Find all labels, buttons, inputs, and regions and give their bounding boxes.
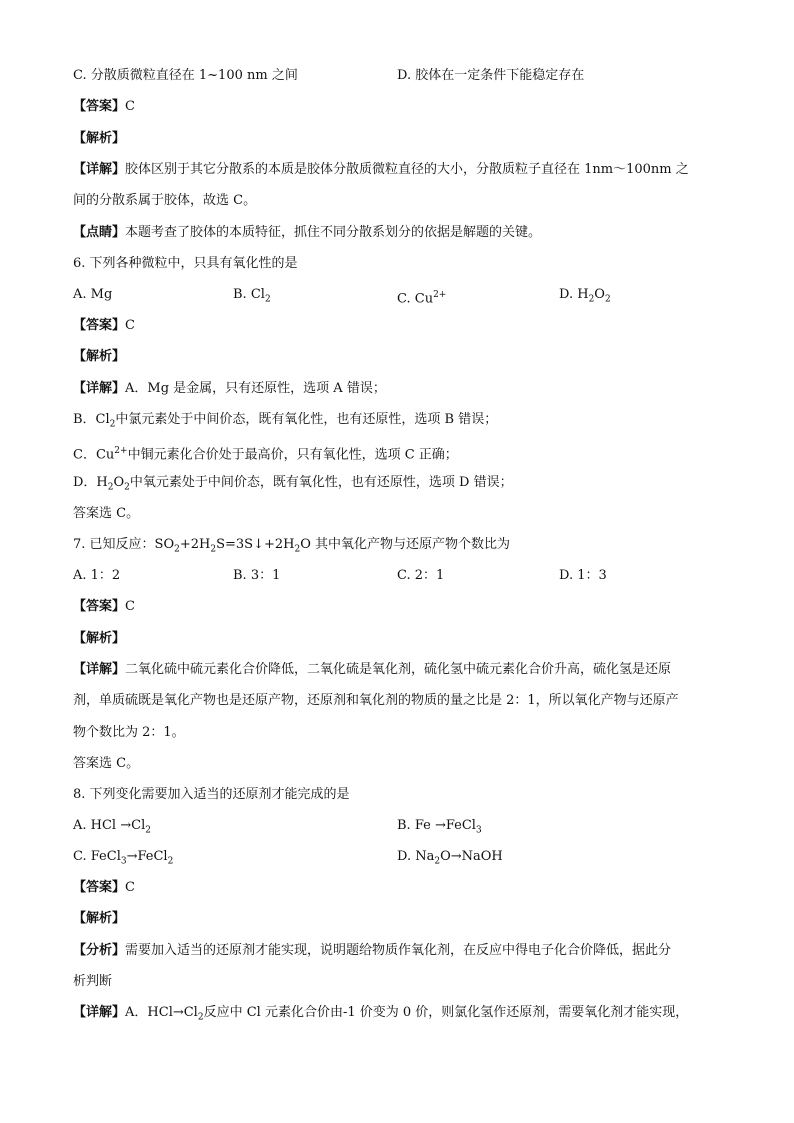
q6-conclusion: 答案选 C。 (73, 506, 140, 521)
q5-analysis-heading (73, 131, 723, 147)
q6-option-d: D. $H_2O_2$ (559, 287, 611, 305)
q6-option-b: B. $Cl_2$ (233, 287, 271, 305)
q6-detail-a (73, 381, 723, 397)
answer-value: C (125, 99, 135, 114)
q8-analyze-line-2: 析判断 (73, 974, 113, 989)
answer-value: C (125, 318, 135, 333)
detail-tag: 【详解】 (73, 1005, 126, 1020)
analysis-tag: 【解析】 (73, 631, 126, 646)
q8-detail-a: 【详解】A．$HCl\to Cl_2$反应中 Cl 元素化合价由-1 价变为 0 价，则氯化氢作还原剂，需要氧化剂才能实现， (73, 1005, 689, 1023)
q8-option-a: A. HCl $\to Cl_2$ (73, 818, 151, 836)
q7-option-a: A. 1：2 (73, 568, 121, 583)
q7-detail-line-2: 剂，单质硫既是氧化产物也是还原产物，还原剂和氧化剂的物质的量之比是 2：1，所以氧化产物与还原产 (73, 693, 679, 708)
comment-text: 本题考查了胶体的本质特征，抓住不同分散系划分的依据是解题的关键。 (125, 225, 542, 240)
q6-detail-c: C．$Cu^{2+}$中铜元素化合价处于最高价，只有氧化性，选项 C 正确； (73, 446, 458, 463)
q7-conclusion: 答案选 C。 (73, 756, 140, 771)
q5-detail-line-2: 间的分散系属于胶体，故选 C。 (73, 193, 257, 208)
analysis-tag: 【解析】 (73, 131, 126, 146)
q7-option-c: C. 2：1 (397, 568, 445, 583)
q6-answer (73, 318, 723, 334)
detail-text: A．Mg 是金属，只有还原性，选项 A 错误； (125, 381, 386, 396)
q8-answer (73, 880, 723, 896)
q5-answer (73, 99, 723, 115)
q7-detail-line-1 (73, 662, 723, 678)
q5-comment (73, 225, 723, 241)
q6-detail-b: B．$Cl_2$中氯元素处于中间价态，既有氧化性，也有还原性，选项 B 错误； (73, 412, 498, 430)
q7-analysis-heading (73, 631, 723, 647)
q6-option-c: C. $Cu^{2+}$ (397, 290, 447, 307)
analyze-tag: 【分析】 (73, 943, 126, 958)
analyze-text: 需要加入适当的还原剂才能实现，说明题给物质作氧化剂，在反应中得电子化合价降低，据此分 (125, 943, 672, 958)
q8-option-c: C. FeCl$_3$→FeCl$_2$ (73, 849, 174, 867)
q7-option-d: D. 1：3 (559, 568, 607, 583)
answer-tag: 【答案】 (73, 880, 126, 895)
q7-answer (73, 599, 723, 615)
q7-detail-line-3: 物个数比为 2：1。 (73, 725, 185, 740)
detail-tag: 【详解】 (73, 662, 126, 677)
q8-analysis-heading (73, 911, 723, 927)
q6-detail-d: D．$H_2O_2$中氧元素处于中间价态，既有氧化性，也有还原性，选项 D 错误； (73, 475, 513, 493)
q5-option-d: D. 胶体在一定条件下能稳定存在 (397, 68, 585, 83)
detail-tag: 【详解】 (73, 381, 126, 396)
q8-analyze-line-1 (73, 943, 723, 959)
comment-tag: 【点睛】 (73, 225, 126, 240)
detail-text: 胶体区别于其它分散系的本质是胶体分散质微粒直径的大小，分散质粒子直径在 1nm～100nm 之 (125, 162, 689, 177)
q6-option-a: A. Mg (73, 287, 113, 302)
q5-detail-line-1 (73, 162, 723, 178)
detail-text: 二氧化硫中硫元素化合价降低，二氧化硫是氧化剂，硫化氢中硫元素化合价升高，硫化氢是还原 (125, 662, 672, 677)
analysis-tag: 【解析】 (73, 349, 126, 364)
answer-value: C (125, 880, 135, 895)
q8-question: 8. 下列变化需要加入适当的还原剂才能完成的是 (73, 787, 350, 802)
answer-tag: 【答案】 (73, 99, 126, 114)
q8-option-d: D. $Na_2O\to NaOH$ (397, 849, 503, 867)
q7-question: 7. 已知反应：$SO_2+2H_2S=3S↓+2H_2O$ 其中氧化产物与还原产物个数比为 (73, 537, 510, 555)
q6-question: 6. 下列各种微粒中，只具有氧化性的是 (73, 256, 298, 271)
analysis-tag: 【解析】 (73, 911, 126, 926)
q7-option-b: B. 3：1 (233, 568, 281, 583)
detail-tag: 【详解】 (73, 162, 126, 177)
answer-tag: 【答案】 (73, 599, 126, 614)
q8-option-b: B. Fe →FeCl$_3$ (397, 818, 482, 836)
q5-option-c: C. 分散质微粒直径在 1~100 nm 之间 (73, 68, 298, 83)
answer-value: C (125, 599, 135, 614)
answer-tag: 【答案】 (73, 318, 126, 333)
q6-analysis-heading (73, 349, 723, 365)
